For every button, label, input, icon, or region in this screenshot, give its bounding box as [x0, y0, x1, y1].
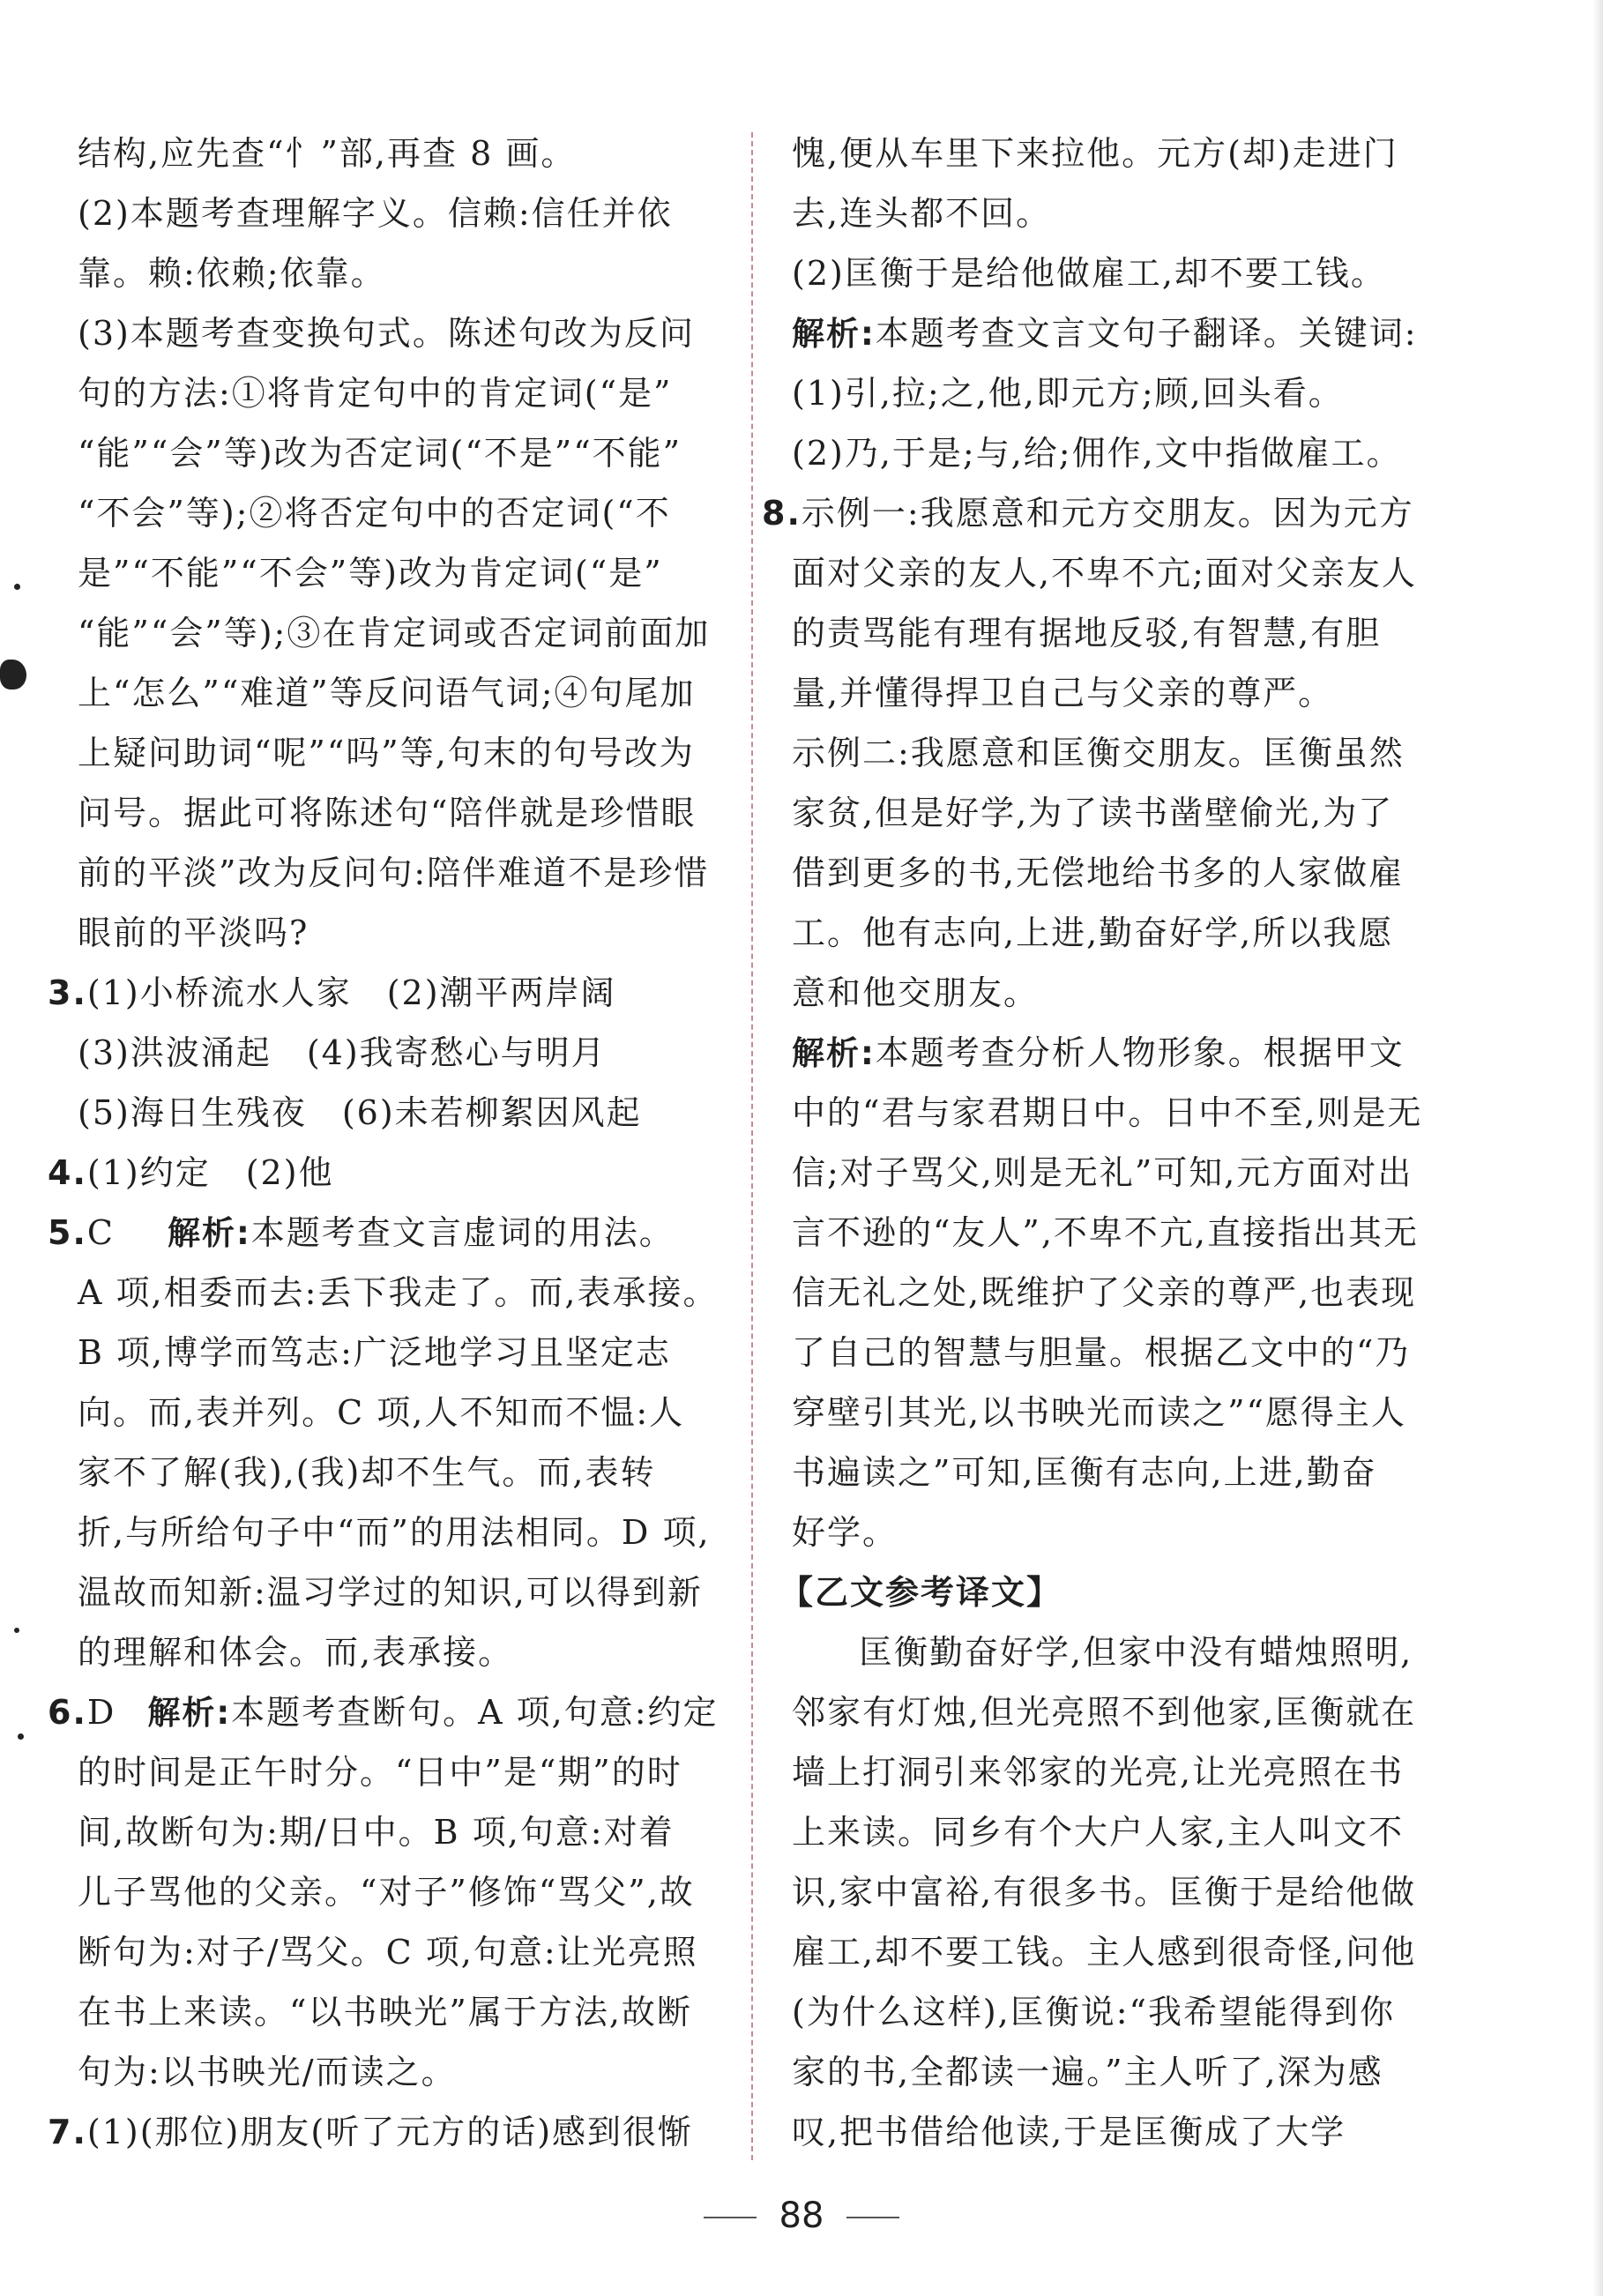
answer-text: 示例一:我愿意和元方交朋友。因为元方: [801, 494, 1414, 533]
answer-text: (1)约定 (2)他: [86, 1153, 334, 1192]
text-line: 的时间是正午时分。“日中”是“期”的时: [78, 1753, 682, 1792]
text-line: (2)乃,于是;与,给;佣作,文中指做雇工。: [792, 434, 1402, 473]
text-line: 匡衡勤奋好学,但家中没有蜡烛照明,: [859, 1633, 1413, 1672]
analysis-line: [792, 303, 1437, 363]
text-line: 的理解和体会。而,表承接。: [78, 1633, 514, 1672]
text-line: 中的“君与家君期日中。日中不至,则是无: [792, 1093, 1423, 1132]
translation-heading-line: [779, 1562, 1437, 1622]
text-line: 家不了解(我),(我)却不生气。而,表转: [78, 1453, 656, 1492]
page-edge-shadow: [1592, 0, 1603, 2296]
analysis-text: 本题考查文言虚词的用法。: [250, 1213, 675, 1252]
text-line: 句的方法:①将肯定句中的肯定词(“是”: [78, 374, 673, 413]
analysis-text: 本题考查分析人物形象。根据甲文: [875, 1033, 1405, 1072]
answer-text: (1)(那位)朋友(听了元方的话)感到很惭: [86, 2113, 694, 2151]
question-3: [48, 963, 723, 1023]
text-line: (为什么这样),匡衡说:“我希望能得到你: [792, 1993, 1395, 2031]
text-line: 工。他有志向,上进,勤奋好学,所以我愿: [792, 913, 1394, 952]
right-column: [762, 123, 1437, 2162]
question-number: 3.: [48, 973, 87, 1012]
answer-choice: D: [86, 1693, 116, 1732]
analysis-text: 本题考查断句。A 项,句意:约定: [231, 1693, 719, 1732]
footer-dash-left: [704, 2217, 757, 2218]
text-line: 愧,便从车里下来拉他。元方(却)走进门: [792, 134, 1398, 173]
text-line: 上来读。同乡有个大户人家,主人叫文不: [792, 1813, 1405, 1852]
text-line: 儿子骂他的父亲。“对子”修饰“骂父”,故: [78, 1873, 695, 1912]
text-line: 墙上打洞引来邻家的光亮,让光亮照在书: [792, 1753, 1405, 1792]
text-line: 家贫,但是好学,为了读书凿壁偷光,为了: [792, 794, 1394, 832]
text-line: 靠。赖:依赖;依靠。: [78, 254, 386, 293]
text-line: 向。而,表并列。C 项,人不知而不愠:人: [78, 1393, 685, 1432]
question-8: [762, 483, 1437, 543]
text-line: 借到更多的书,无偿地给书多的人家做雇: [792, 854, 1405, 892]
text-line: 眼前的平淡吗?: [78, 913, 309, 952]
text-line: “能”“会”等);③在肯定词或否定词前面加: [78, 614, 711, 652]
question-number: 5.: [48, 1213, 87, 1252]
question-number: 7.: [48, 2113, 87, 2151]
ink-mark: [14, 1628, 19, 1633]
text-line: 温故而知新:温习学过的知识,可以得到新: [78, 1573, 703, 1612]
text-line: 折,与所给句子中“而”的用法相同。D 项,: [78, 1513, 711, 1552]
answer-text: (1)小桥流水人家 (2)潮平两岸阔: [86, 973, 616, 1012]
text-line: “不会”等);②将否定句中的否定词(“不: [78, 494, 671, 533]
text-line: 句为:以书映光/而读之。: [78, 2053, 457, 2091]
text-line: 言不逊的“友人”,不卑不亢,直接指出其无: [792, 1213, 1420, 1252]
text-line: 断句为:对子/骂父。C 项,句意:让光亮照: [78, 1933, 698, 1972]
text-line: 间,故断句为:期/日中。B 项,句意:对着: [78, 1813, 675, 1852]
analysis-text: 本题考查文言文句子翻译。关键词:: [875, 314, 1418, 353]
text-line: 书遍读之”可知,匡衡有志向,上进,勤奋: [792, 1453, 1377, 1492]
text-line: 邻家有灯烛,但光亮照不到他家,匡衡就在: [792, 1693, 1417, 1732]
question-7: [48, 2102, 723, 2162]
text-line: 示例二:我愿意和匡衡交朋友。匡衡虽然: [792, 734, 1405, 772]
text-line: 上疑问助词“呢”“吗”等,句末的句号改为: [78, 734, 695, 772]
text-line: 信;对子骂父,则是无礼”可知,元方面对出: [792, 1153, 1413, 1192]
answer-choice: C: [86, 1213, 115, 1252]
text-line: 信无礼之处,既维护了父亲的尊严,也表现: [792, 1273, 1417, 1312]
question-number: 6.: [48, 1693, 87, 1732]
question-number: 8.: [762, 494, 802, 533]
page-number: 88: [779, 2195, 824, 2236]
analysis-label: 解析:: [147, 1694, 232, 1732]
text-line: 了自己的智慧与胆量。根据乙文中的“乃: [792, 1333, 1411, 1372]
text-line: 好学。: [792, 1513, 898, 1552]
left-column: [48, 123, 723, 2162]
text-line: 面对父亲的友人,不卑不亢;面对父亲友人: [792, 554, 1417, 593]
page-footer: [0, 2195, 1603, 2236]
text-line: 是”“不能”“不会”等)改为肯定词(“是”: [78, 554, 663, 593]
question-5: [48, 1203, 723, 1263]
text-line: 问号。据此可将陈述句“陪伴就是珍惜眼: [78, 794, 697, 832]
translation-heading: 【乙文参考译文】: [779, 1573, 1062, 1612]
text-line: (2)匡衡于是给他做雇工,却不要工钱。: [792, 254, 1386, 293]
analysis-label: 解析:: [167, 1214, 251, 1252]
text-line: 上“怎么”“难道”等反问语气词;④句尾加: [78, 674, 696, 712]
text-line: “能”“会”等)改为否定词(“不是”“不能”: [78, 434, 682, 473]
text-line: (3)本题考查变换句式。陈述句改为反问: [78, 314, 695, 353]
question-number: 4.: [48, 1153, 87, 1192]
text-line: 结构,应先查“忄”部,再查 8 画。: [78, 134, 577, 173]
text-line: 叹,把书借给他读,于是匡衡成了大学: [792, 2113, 1346, 2151]
analysis-label: 解析:: [792, 1034, 876, 1072]
analysis-line: [792, 1023, 1437, 1083]
footer-dash-right: [846, 2217, 899, 2218]
text-line: A 项,相委而去:丢下我走了。而,表承接。: [78, 1273, 719, 1312]
text-line: 意和他交朋友。: [792, 973, 1040, 1012]
text-line: 在书上来读。“以书映光”属于方法,故断: [78, 1993, 692, 2031]
column-divider: [751, 132, 753, 2160]
text-line: 家的书,全都读一遍。”主人听了,深为感: [792, 2053, 1383, 2091]
text-line: 前的平淡”改为反问句:陪伴难道不是珍惜: [78, 854, 710, 892]
analysis-label: 解析:: [792, 315, 876, 353]
ink-mark: [18, 1733, 24, 1740]
ink-mark: [14, 584, 20, 590]
text-line: (2)本题考查理解字义。信赖:信任并依: [78, 194, 673, 233]
text-line: 的责骂能有理有据地反驳,有智慧,有胆: [792, 614, 1382, 652]
ink-mark: [0, 660, 26, 690]
text-line: 识,家中富裕,有很多书。匡衡于是给他做: [792, 1873, 1417, 1912]
text-line: 去,连头都不回。: [792, 194, 1052, 233]
text-line: (1)引,拉;之,他,即元方;顾,回头看。: [792, 374, 1344, 413]
question-4: [48, 1143, 723, 1203]
text-line: 穿壁引其光,以书映光而读之”“愿得主人: [792, 1393, 1406, 1432]
question-6: [48, 1682, 723, 1742]
text-line: 雇工,却不要工钱。主人感到很奇怪,问他: [792, 1933, 1417, 1972]
text-line: 量,并懂得捍卫自己与父亲的尊严。: [792, 674, 1334, 712]
text-line: B 项,博学而笃志:广泛地学习且坚定志: [78, 1333, 671, 1372]
answer-line: (5)海日生残夜 (6)未若柳絮因风起: [78, 1093, 642, 1132]
answer-line: (3)洪波涌起 (4)我寄愁心与明月: [78, 1033, 607, 1072]
